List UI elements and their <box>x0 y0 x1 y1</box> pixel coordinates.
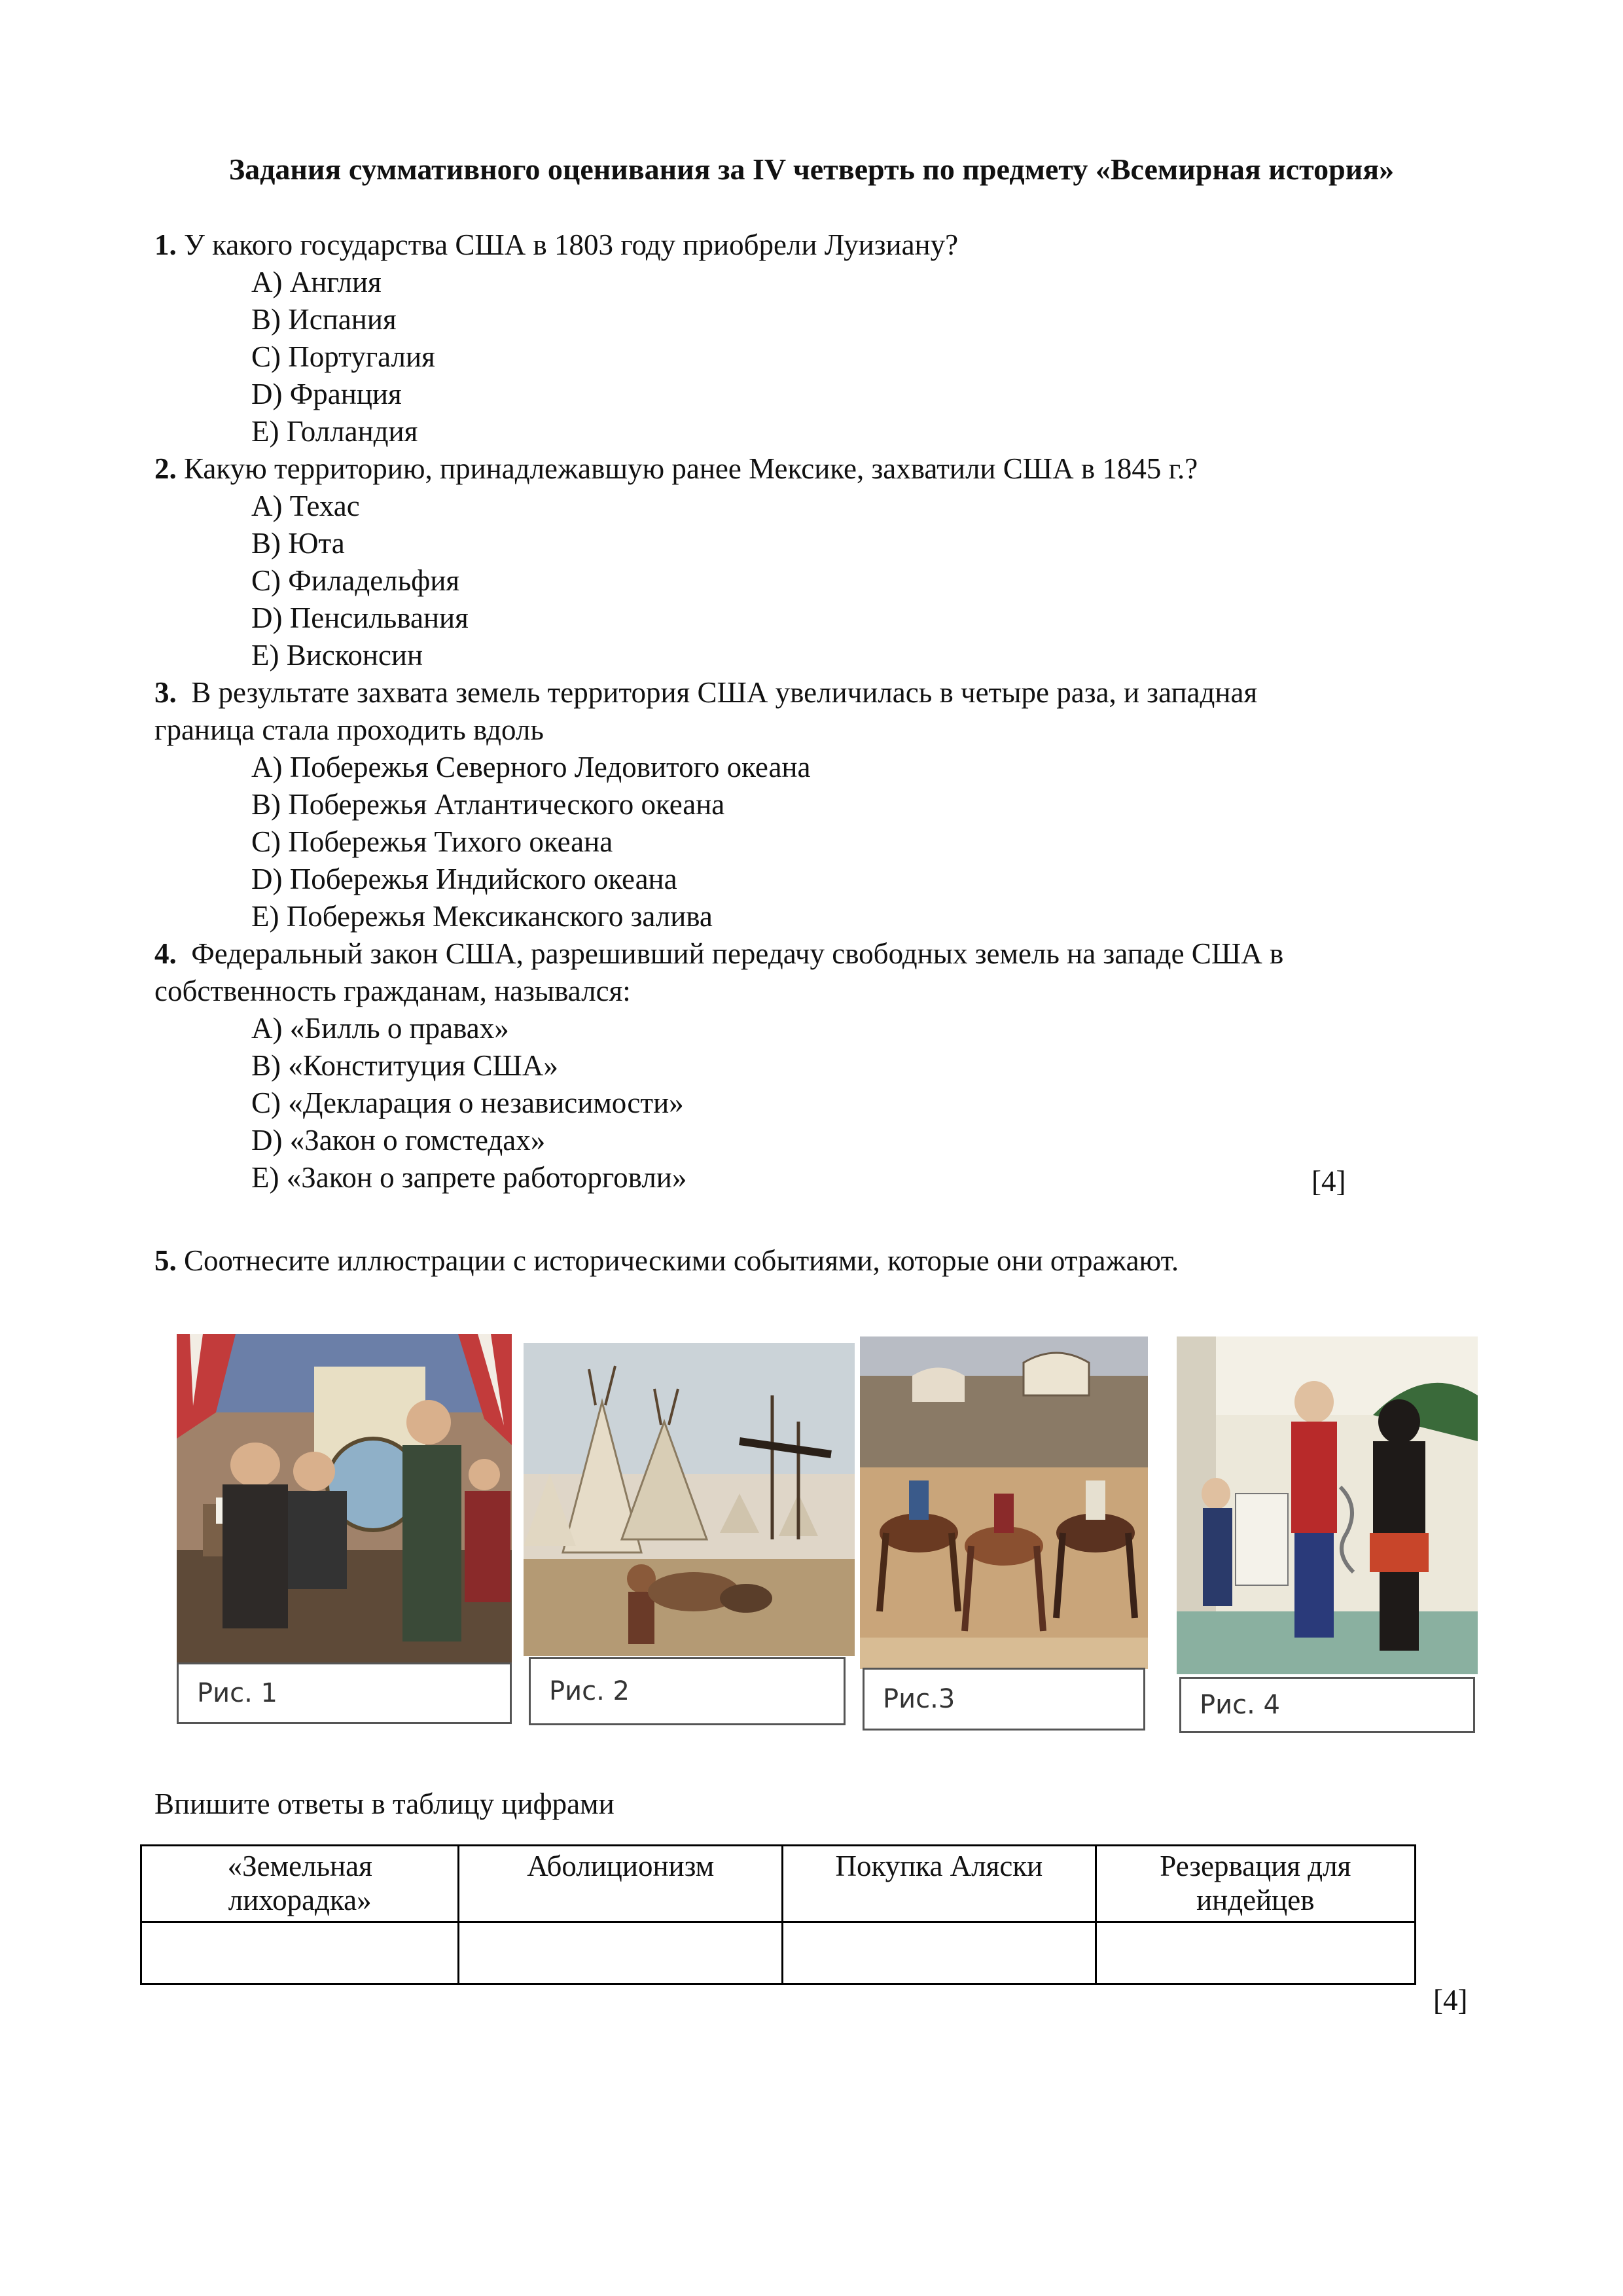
question-number: 4. <box>154 937 177 970</box>
q3-option-b: В) Побережья Атлантического океана <box>251 788 725 821</box>
header-line: лихорадка» <box>228 1884 372 1916</box>
q4-option-c: С) «Декларация о независимости» <box>251 1086 684 1119</box>
question-2 <box>154 450 1198 488</box>
q2-option-c: С) Филадельфия <box>251 564 460 597</box>
question-text: Какую территорию, принадлежавшую ранее Мексике, захватили США в 1845 г.? <box>184 452 1198 485</box>
q4-option-a: А) «Билль о правах» <box>251 1012 509 1045</box>
question-1 <box>154 226 958 264</box>
q1-option-a: А) Англия <box>251 266 382 298</box>
answer-cell[interactable] <box>1096 1922 1415 1984</box>
question-text: Федеральный закон США, разрешивший передачу свободных земель на западе США в <box>191 937 1284 970</box>
q3-option-d: D) Побережья Индийского океана <box>251 863 677 895</box>
q2-option-a: А) Техас <box>251 490 360 522</box>
answer-cell[interactable] <box>783 1922 1096 1984</box>
question-text: Соотнесите иллюстрации с историческими событиями, которые они отражают. <box>184 1244 1179 1277</box>
header-line: «Земельная <box>227 1850 372 1882</box>
q2-option-b: В) Юта <box>251 527 345 560</box>
illustration-3 <box>860 1336 1148 1669</box>
table-answer-row <box>141 1922 1416 1984</box>
q1-option-d: D) Франция <box>251 378 402 410</box>
q3-option-a: А) Побережья Северного Ледовитого океана <box>251 751 811 783</box>
question-text: У какого государства США в 1803 году приобрели Луизиану? <box>184 228 959 261</box>
score-q5: [4] <box>1433 1984 1468 2017</box>
illustration-2 <box>524 1343 855 1656</box>
illustration-1 <box>177 1334 512 1668</box>
question-text: В результате захвата земель территория США увеличилась в четыре раза, и западная <box>191 676 1258 709</box>
question-4 <box>154 935 1283 973</box>
q1-option-b: В) Испания <box>251 303 397 336</box>
question-number: 5. <box>154 1244 177 1277</box>
header-line: индейцев <box>1196 1884 1315 1916</box>
q1-option-e: Е) Голландия <box>251 415 418 448</box>
q4-option-d: D) «Закон о гомстедах» <box>251 1124 546 1157</box>
header-line: Резервация для <box>1160 1850 1351 1882</box>
answer-cell[interactable] <box>141 1922 459 1984</box>
caption-3: Рис.3 <box>863 1668 1145 1731</box>
q3-option-c: С) Побережья Тихого океана <box>251 825 613 858</box>
q4-option-e: Е) «Закон о запрете работорговли» <box>251 1161 687 1194</box>
q4-option-b: В) «Конституция США» <box>251 1049 558 1082</box>
question-5 <box>154 1242 1179 1280</box>
header-alaska-purchase <box>783 1846 1096 1922</box>
header-reservation <box>1096 1846 1415 1922</box>
score-q1-4: [4] <box>1311 1165 1346 1198</box>
question-number: 1. <box>154 228 177 261</box>
table-header-row <box>141 1846 1416 1922</box>
header-line: Аболиционизм <box>527 1850 715 1882</box>
page-title: Задания суммативного оценивания за IV четверть по предмету «Всемирная история» <box>228 152 1395 186</box>
header-land-rush <box>141 1846 459 1922</box>
answer-table <box>140 1844 1416 1985</box>
q3-option-e: Е) Побережья Мексиканского залива <box>251 900 713 933</box>
header-abolitionism <box>459 1846 783 1922</box>
caption-1: Рис. 1 <box>177 1662 512 1724</box>
answer-cell[interactable] <box>459 1922 783 1984</box>
q1-option-c: С) Португалия <box>251 340 435 373</box>
question-3-line-2: граница стала проходить вдоль <box>154 713 544 746</box>
question-number: 3. <box>154 676 177 709</box>
q2-option-d: D) Пенсильвания <box>251 601 469 634</box>
question-4-line-2: собственность гражданам, назывался: <box>154 975 631 1007</box>
question-number: 2. <box>154 452 177 485</box>
q2-option-e: Е) Висконсин <box>251 639 423 672</box>
caption-4: Рис. 4 <box>1179 1677 1475 1733</box>
illustration-4 <box>1177 1336 1478 1674</box>
header-line: Покупка Аляски <box>835 1850 1043 1882</box>
question-3 <box>154 674 1257 711</box>
table-instruction: Впишите ответы в таблицу цифрами <box>154 1787 615 1820</box>
caption-2: Рис. 2 <box>529 1657 846 1725</box>
